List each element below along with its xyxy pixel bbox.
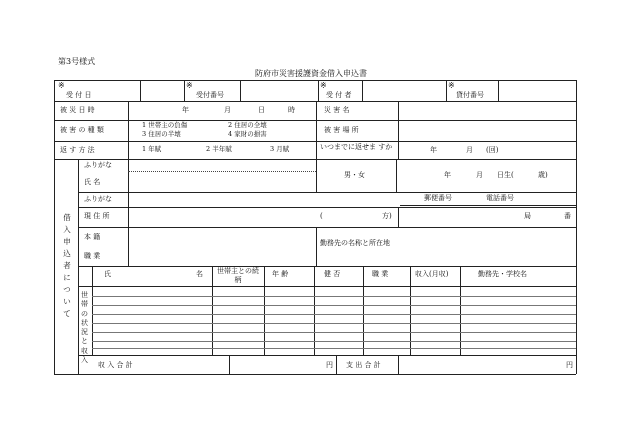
repay-year: 年: [430, 146, 437, 154]
gender-label: 男・女: [344, 171, 365, 179]
repayment-option: 1 年賦: [142, 145, 162, 153]
col-age: 年 齢: [272, 270, 289, 278]
office-mark: ※: [320, 81, 327, 90]
disaster-name-label: 災 害 名: [324, 106, 350, 114]
col-workplace: 勤務先・学校名: [478, 270, 527, 278]
col-occupation: 職 業: [372, 270, 389, 278]
age-label: 歳): [538, 171, 548, 179]
disaster-month: 月: [224, 106, 231, 114]
disaster-datetime-label: 被 災 日 時: [60, 106, 95, 114]
repayment-method-label: 返 す 方 法: [60, 146, 95, 154]
number-label: 番: [564, 212, 571, 220]
repayment-option: 2 半年賦: [206, 145, 232, 153]
address-label: 現 住 所: [84, 212, 110, 220]
household-side-label: 世帯の状況と収入: [81, 291, 88, 365]
expense-total-label: 支 出 合 計: [346, 361, 381, 369]
office-mark: ※: [448, 81, 455, 90]
damage-type-option: 3 住居の半壊: [142, 130, 181, 138]
repay-times: (回): [486, 146, 499, 154]
occupation-label: 職 業: [84, 252, 101, 260]
repay-until-label: いつまでに返せま すか: [320, 143, 393, 151]
furigana-label-2: ふりがな: [84, 195, 112, 203]
col-income: 収入(月収): [415, 270, 449, 278]
workplace-label: 勤務先の名称と所在地: [320, 239, 390, 247]
damage-type-option: 4 家財の損害: [228, 130, 267, 138]
damage-type-label: 被 害 の 種 類: [60, 126, 104, 134]
form-number: 第3号様式: [58, 57, 96, 66]
disaster-year: 年: [182, 106, 189, 114]
phone-number-label: 電話番号: [486, 194, 514, 202]
paren-open: (: [320, 212, 323, 220]
birth-year: 年: [444, 171, 451, 179]
office-mark: ※: [186, 81, 193, 90]
domicile-label: 本 籍: [84, 233, 101, 241]
postal-code-label: 郵便番号: [424, 194, 452, 202]
disaster-hour: 時: [288, 106, 295, 114]
loan-number-label: 貸付番号: [456, 91, 484, 99]
area-code-label: 局: [524, 212, 531, 220]
birth-month: 月: [476, 171, 483, 179]
col-health: 健 否: [324, 270, 341, 278]
page-title: 防府市災害援護資金借入申込書: [255, 69, 367, 78]
yen-mark: 円: [566, 361, 573, 369]
yen-mark: 円: [326, 361, 333, 369]
col-name-b: 名: [196, 270, 203, 278]
income-total-label: 収 入 合 計: [98, 361, 133, 369]
paren-close: 方): [382, 212, 392, 220]
damage-place-label: 被 害 場 所: [324, 126, 359, 134]
applicant-side-label: 借入申込者について: [63, 213, 71, 318]
receiver-label: 受 付 者: [326, 91, 352, 99]
col-name-a: 氏: [104, 270, 111, 278]
repayment-option: 3 月賦: [270, 145, 290, 153]
office-mark: ※: [58, 81, 65, 90]
disaster-day: 日: [258, 106, 265, 114]
birth-day: 日生(: [497, 171, 514, 179]
name-label: 氏 名: [84, 178, 101, 186]
received-date-label: 受 付 日: [66, 91, 92, 99]
damage-type-option: 1 世帯主の負傷: [142, 121, 188, 129]
damage-type-option: 2 住居の全壊: [228, 121, 267, 129]
col-relation: 世帯主との続 柄: [217, 267, 259, 284]
furigana-label: ふりがな: [84, 161, 112, 169]
repay-month: 月: [466, 146, 473, 154]
receipt-number-label: 受付番号: [196, 91, 224, 99]
